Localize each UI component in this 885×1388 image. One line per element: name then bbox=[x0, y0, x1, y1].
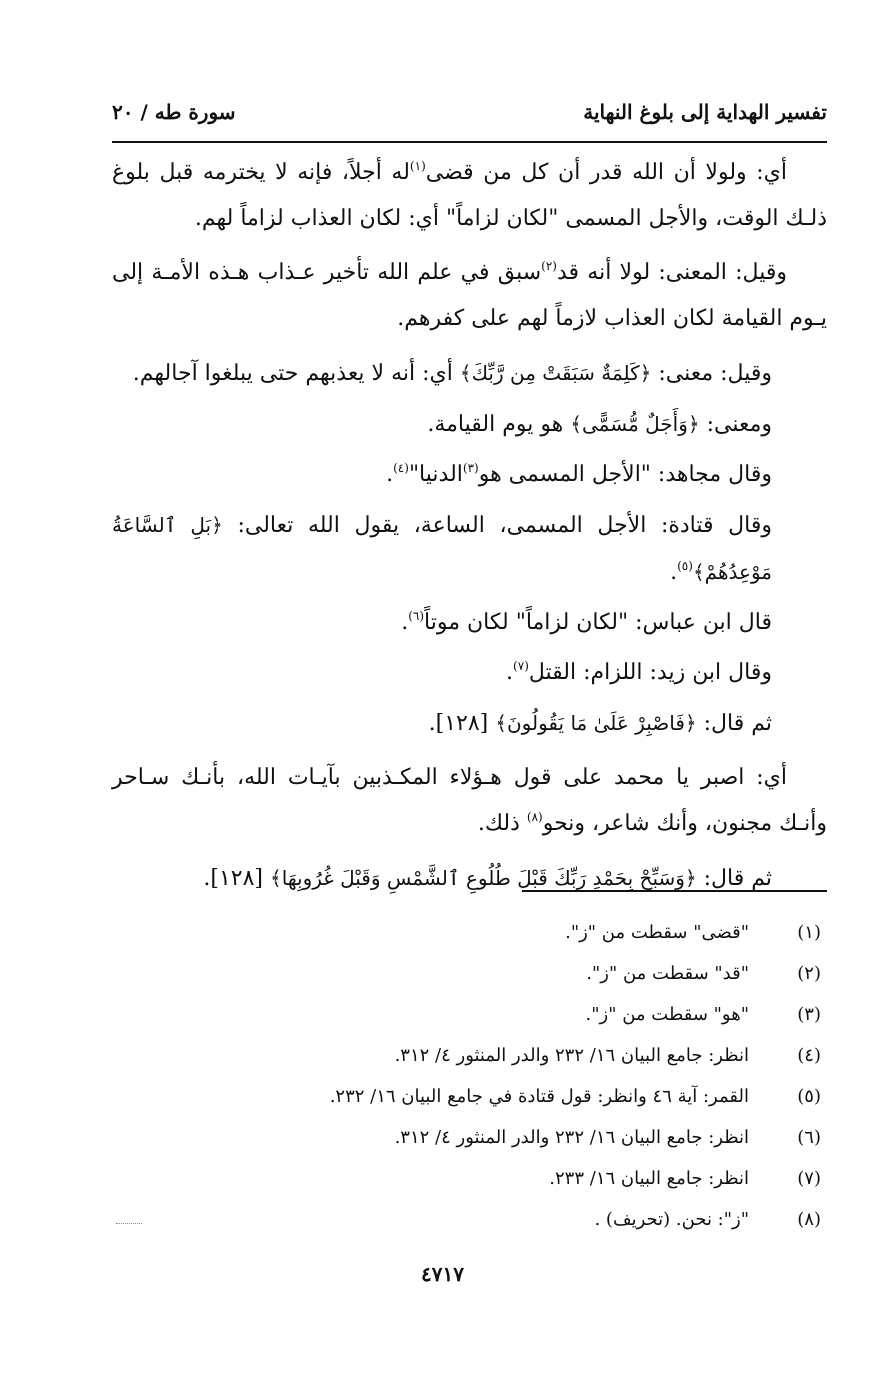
footnote-item bbox=[112, 1035, 827, 1076]
paragraph-1: أي: ولولا أن الله قدر أن كل من قضى$^{(١)}$له أجلاً، فإنه لا يخترمه قبل بلوغ ذلـك الوقت، والأجل المسمى "لكان لزاماً" أي: لكان العذاب لزاماً لهم. bbox=[112, 159, 827, 231]
footnote-text: انظر: جامع البيان ١٦/ ٢٣٢ والدر المنثور ٤/ ٣١٢. bbox=[394, 1127, 749, 1148]
footnote-ref-2: (٢) bbox=[541, 259, 557, 273]
footnote-item bbox=[112, 1076, 827, 1117]
footnote-item bbox=[112, 1117, 827, 1158]
book-title: تفسير الهداية إلى بلوغ النهاية bbox=[583, 100, 827, 124]
paragraph-9: ثم قال: ﴿فَاصْبِرْ عَلَىٰ مَا يَقُولُونَ﴾ [١٢٨]. bbox=[428, 711, 772, 736]
footnote-number: (٧) bbox=[797, 1168, 821, 1189]
quran-quote: ﴿فَاصْبِرْ عَلَىٰ مَا يَقُولُونَ﴾ bbox=[495, 711, 697, 735]
footnote-text: "قد" سقطت من "ز". bbox=[586, 963, 749, 984]
paragraph-8: وقال ابن زيد: اللزام: القتل$^{(٧)}$. bbox=[506, 659, 772, 685]
running-header bbox=[112, 100, 827, 140]
footnote-number: (٦) bbox=[797, 1127, 821, 1148]
footnote-number: (١) bbox=[797, 922, 821, 943]
paragraph-11: ثم قال: ﴿وَسَبِّحْ بِحَمْدِ رَبِّكَ قَبْلَ طُلُوعِ ٱلشَّمْسِ وَقَبْلَ غُرُوبِهَا﴾ [١٢٨]. bbox=[203, 866, 772, 891]
footnote-item bbox=[112, 994, 827, 1035]
footnote-ref-8: (٨) bbox=[526, 810, 543, 824]
quran-quote: ﴿كَلِمَةٌ سَبَقَتْ مِن رَّبِّكَ﴾ bbox=[459, 361, 652, 385]
footnote-number: (٤) bbox=[797, 1045, 821, 1066]
footnote-text: "قضى" سقطت من "ز". bbox=[565, 922, 749, 943]
footnote-ref-6: (٦) bbox=[408, 609, 425, 623]
footnote-text: انظر: جامع البيان ١٦/ ٢٣٢ والدر المنثور ٤/ ٣١٢. bbox=[394, 1045, 749, 1066]
footnote-item bbox=[112, 912, 827, 953]
paragraph-7: قال ابن عباس: "لكان لزاماً" لكان موتاً$^{(٦)}$. bbox=[401, 609, 772, 635]
footnote-item bbox=[112, 1158, 827, 1199]
footnote-number: (٢) bbox=[797, 963, 821, 984]
scan-speck bbox=[116, 1223, 142, 1224]
quran-quote: ﴿وَسَبِّحْ بِحَمْدِ رَبِّكَ قَبْلَ طُلُوعِ ٱلشَّمْسِ وَقَبْلَ غُرُوبِهَا﴾ bbox=[270, 866, 697, 890]
surah-label: سورة طه / ٢٠ bbox=[112, 100, 236, 124]
quran-quote: ﴿وَأَجَلٌ مُّسَمًّى﴾ bbox=[570, 412, 700, 436]
footnote-ref-7: (٧) bbox=[513, 659, 529, 673]
footnote-text: القمر: آية ٤٦ وانظر: قول قتادة في جامع البيان ١٦/ ٢٣٢. bbox=[329, 1086, 749, 1107]
footnotes bbox=[112, 912, 827, 1240]
footnote-number: (٥) bbox=[797, 1086, 821, 1107]
paragraph-2: وقيل: المعنى: لولا أنه قد$^{(٢)}$سبق في علم الله تأخير عـذاب هـذه الأمـة إلى يـوم القيامة لكان العذاب لازماً لهم على كفرهم. bbox=[112, 259, 827, 331]
footnote-ref-1: (١) bbox=[409, 159, 426, 173]
header-rule bbox=[112, 141, 827, 143]
footnote-ref-3: (٣) bbox=[462, 461, 479, 475]
main-text bbox=[112, 150, 827, 902]
footnote-text: "هو" سقطت من "ز". bbox=[585, 1004, 749, 1025]
footnote-separator bbox=[522, 890, 827, 892]
paragraph-6: وقال قتادة: الأجل المسمى، الساعة، يقول الله تعالى: ﴿بَلِ ٱلسَّاعَةُ مَوْعِدُهُمْ﴾$^{(٥)}$. bbox=[112, 513, 772, 585]
footnote-text: "ز": نحن. (تحريف) . bbox=[594, 1209, 749, 1230]
quran-quote: ﴿بَلِ ٱلسَّاعَةُ مَوْعِدُهُمْ﴾ bbox=[112, 513, 772, 584]
footnote-number: (٣) bbox=[797, 1004, 821, 1025]
footnote-number: (٨) bbox=[797, 1209, 821, 1230]
footnote-item bbox=[112, 953, 827, 994]
footnote-item bbox=[112, 1199, 827, 1240]
footnote-ref-4: (٤) bbox=[393, 461, 409, 475]
paragraph-3: وقيل: معنى: ﴿كَلِمَةٌ سَبَقَتْ مِن رَّبِّكَ﴾ أي: أنه لا يعذبهم حتى يبلغوا آجالهم. bbox=[132, 361, 772, 386]
paragraph-4: ومعنى: ﴿وَأَجَلٌ مُّسَمًّى﴾ هو يوم القيامة. bbox=[427, 412, 772, 437]
page-number: ٤٧١٧ bbox=[421, 1262, 464, 1286]
paragraph-10: أي: اصبر يا محمد على قول هـؤلاء المكـذبين بآيـات الله، بأنـك سـاحر وأنـك مجنون، وأنك شاعر، ونحو$^{(٨)}$ ذلك. bbox=[112, 765, 827, 836]
paragraph-5: وقال مجاهد: "الأجل المسمى هو$^{(٣)}$الدنيا"$^{(٤)}$. bbox=[386, 461, 772, 487]
footnote-ref-5: (٥) bbox=[677, 559, 693, 573]
footnote-text: انظر: جامع البيان ١٦/ ٢٣٣. bbox=[549, 1168, 749, 1189]
